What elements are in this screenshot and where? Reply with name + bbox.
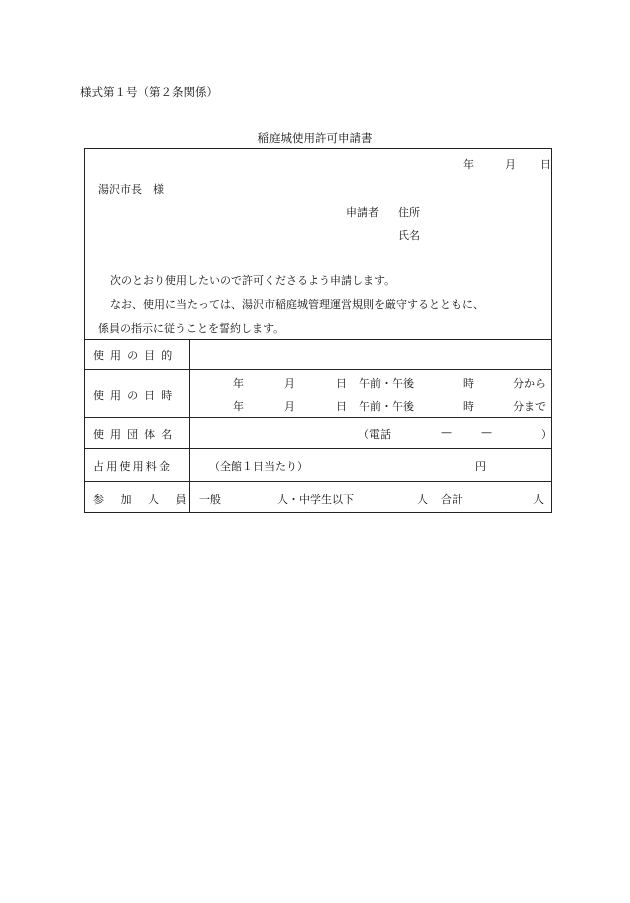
to-year-label: 年	[233, 400, 244, 413]
date-year-label: 年	[463, 158, 474, 171]
body-line-3: 係員の指示に従うことを誓約します。	[98, 322, 285, 335]
to-ampm-label: 午前・午後	[359, 400, 414, 413]
from-day-label: 日	[336, 377, 347, 390]
table-top-border	[85, 339, 551, 340]
junior-person-label: 人	[417, 493, 428, 506]
document-title: 稲庭城使用許可申請書	[257, 131, 373, 145]
row-divider	[85, 417, 551, 418]
fee-note: （全館１日当たり）	[209, 460, 308, 473]
purpose-label: 使用の目的	[93, 349, 179, 362]
total-label: 合計	[441, 493, 463, 506]
fee-label: 占用使用料金	[93, 460, 173, 473]
row-divider	[85, 369, 551, 370]
date-month-label: 月	[505, 158, 516, 171]
total-person-label: 人	[533, 493, 544, 506]
datetime-label: 使用の日時	[93, 389, 179, 402]
from-minute-label: 分から	[513, 377, 546, 390]
form-number: 様式第１号（第２条関係）	[80, 85, 218, 99]
from-hour-label: 時	[463, 377, 474, 390]
purpose-field[interactable]	[191, 341, 549, 367]
to-month-label: 月	[284, 400, 295, 413]
general-label: 一般	[199, 493, 221, 506]
general-person-label: 人・中学生以下	[277, 493, 354, 506]
participants-label: 参加人員	[93, 493, 203, 506]
group-label: 使用団体名	[93, 428, 179, 441]
body-line-2: なお、使用に当たっては、湯沢市稲庭城管理運営規則を厳守するとともに、	[110, 298, 484, 311]
row-divider	[85, 481, 551, 482]
to-hour-label: 時	[463, 400, 474, 413]
from-ampm-label: 午前・午後	[359, 377, 414, 390]
addressee: 湯沢市長 様	[98, 183, 164, 196]
to-day-label: 日	[336, 400, 347, 413]
phone-dash-1: —	[441, 426, 452, 439]
from-month-label: 月	[284, 377, 295, 390]
name-label: 氏名	[398, 229, 420, 242]
label-column-divider	[189, 339, 190, 513]
applicant-label: 申請者	[346, 206, 379, 219]
row-divider	[85, 448, 551, 449]
phone-label: （電話	[358, 428, 391, 441]
address-label: 住所	[398, 206, 420, 219]
date-day-label: 日	[540, 158, 551, 171]
application-form	[84, 148, 552, 513]
fee-currency: 円	[475, 460, 486, 473]
body-line-1: 次のとおり使用したいので許可くださるよう申請します。	[110, 274, 396, 287]
from-year-label: 年	[233, 377, 244, 390]
phone-dash-2: —	[481, 426, 492, 439]
to-minute-label: 分まで	[513, 400, 546, 413]
phone-close-paren: ）	[541, 428, 552, 441]
